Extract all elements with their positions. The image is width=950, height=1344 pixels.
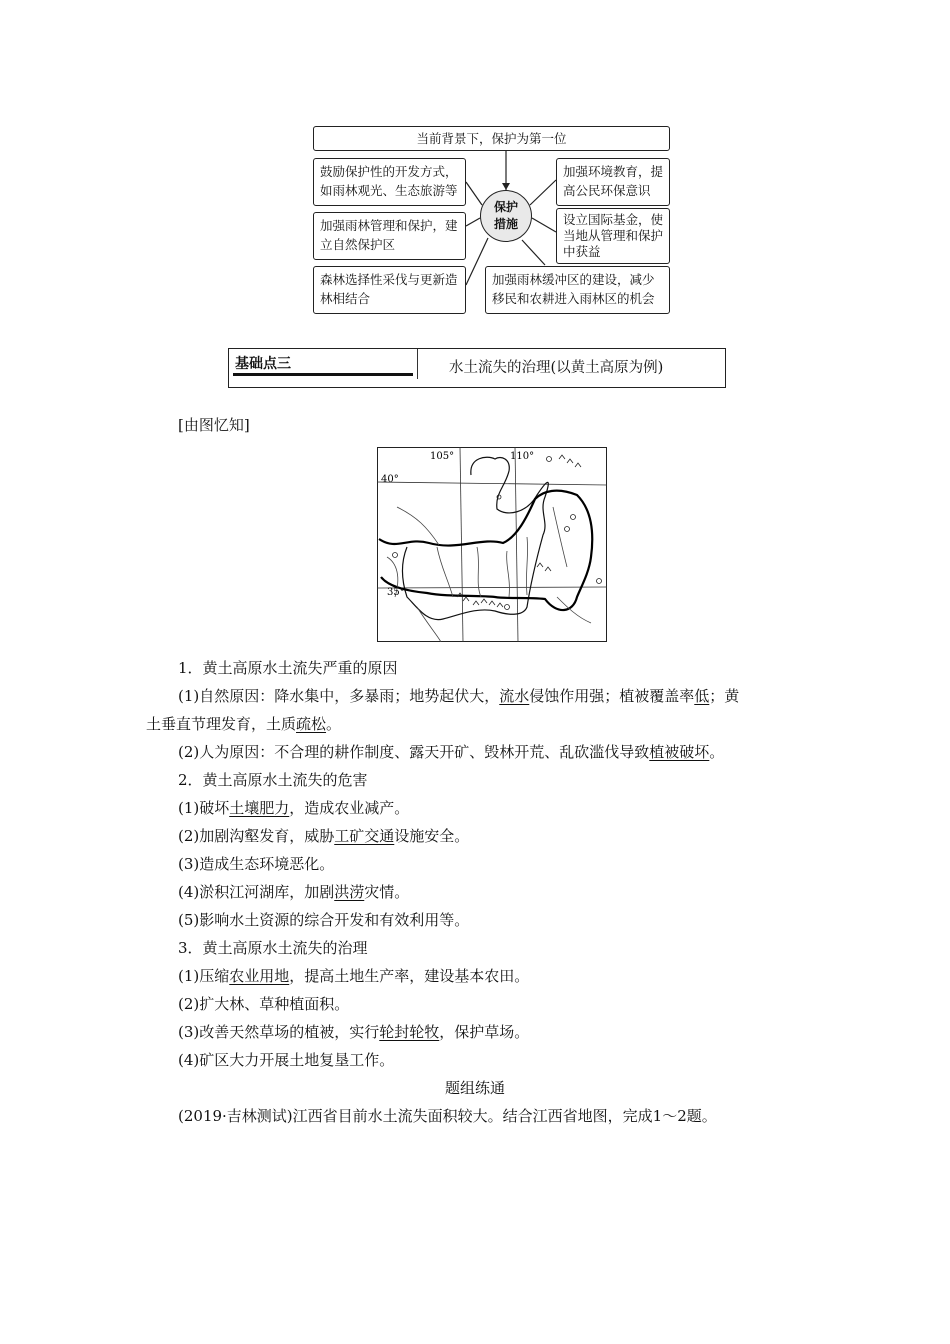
hub-line-1: 保护 <box>493 200 518 214</box>
text: (2)人为原因：不合理的耕作制度、露天开矿、毁林开荒、乱砍滥伐导致 <box>178 743 650 761</box>
heading-harms: 2．黄土高原水土流失的危害 <box>178 771 368 789</box>
text: ，造成农业减产。 <box>289 799 410 817</box>
exercise-intro: (2019·吉林测试)江西省目前水土流失面积较大。结合江西省地图，完成1～2题。 <box>178 1107 717 1125</box>
underlined-term: 植被破坏 <box>649 743 710 761</box>
text: 设施安全。 <box>394 827 470 845</box>
box-line: 加强雨林缓冲区的建设，减少 <box>492 272 655 287</box>
harm-1 <box>178 797 409 818</box>
underlined-term: 土壤肥力 <box>229 799 290 817</box>
underlined-term: 低 <box>694 687 710 705</box>
text: (2)加剧沟壑发育，威胁 <box>178 827 335 845</box>
box-line: 高公民环保意识 <box>563 183 651 198</box>
para-natural-causes <box>178 685 739 706</box>
section-tag: 基础点三 <box>235 356 291 372</box>
underlined-term: 疏松 <box>296 715 327 733</box>
diagram-hub <box>480 190 532 242</box>
diagram-left-box-1 <box>313 158 466 206</box>
box-line: 当地从管理和保护 <box>563 228 664 243</box>
treatment-3 <box>178 1021 529 1042</box>
underlined-term: 流水 <box>499 687 530 705</box>
para-human-causes <box>178 741 724 762</box>
box-line: 加强环境教育，提 <box>563 164 664 179</box>
section-title: 水土流失的治理(以黄土高原为例) <box>449 360 664 376</box>
harm-2 <box>178 825 469 846</box>
hub-line-2: 措施 <box>493 217 518 231</box>
text: 土垂直节理发育，土质 <box>146 715 297 733</box>
exercise-heading: 题组练通 <box>444 1079 505 1097</box>
diagram-connectors <box>0 0 950 340</box>
text: (3)改善天然草场的植被，实行 <box>178 1023 380 1041</box>
map-label-105: 105° <box>430 451 455 462</box>
box-line: 如雨林观光、生态旅游等 <box>320 183 458 198</box>
text: 灾情。 <box>364 883 410 901</box>
box-line: 立自然保护区 <box>320 237 396 252</box>
box-line: 森林选择性采伐与更新造 <box>320 272 458 287</box>
text: 。 <box>326 715 342 733</box>
map-label-40: 40° <box>381 474 399 485</box>
treatment-2: (2)扩大林、草种植面积。 <box>178 995 350 1013</box>
map-label-110: 110° <box>510 451 535 462</box>
para-natural-causes-cont <box>146 713 341 734</box>
text: ，保护草场。 <box>439 1023 530 1041</box>
text: 侵蚀作用强；植被覆盖率 <box>529 687 695 705</box>
diagram-right-box-1 <box>556 158 670 206</box>
map-label-35: 35° <box>387 587 405 598</box>
underlined-term: 工矿交通 <box>334 827 395 845</box>
underlined-term: 农业用地 <box>229 967 290 985</box>
box-line: 中获益 <box>563 244 601 259</box>
diagram-right-box-3 <box>485 266 670 314</box>
box-line: 加强雨林管理和保护，建 <box>320 218 458 233</box>
section-tag-underline <box>233 373 413 376</box>
diagram-right-box-2 <box>556 208 670 264</box>
diagram-left-box-2 <box>313 212 466 260</box>
box-line: 移民和农耕进入雨林区的机会 <box>492 291 655 306</box>
text: ；黄 <box>709 687 740 705</box>
box-line: 林相结合 <box>320 291 371 306</box>
underlined-term: 轮封轮牧 <box>379 1023 440 1041</box>
diagram-left-box-3 <box>313 266 466 314</box>
heading-causes: 1．黄土高原水土流失严重的原因 <box>178 659 398 677</box>
section-header <box>228 348 726 388</box>
box-line: 鼓励保护性的开发方式， <box>320 164 458 179</box>
harm-5: (5)影响水土资源的综合开发和有效利用等。 <box>178 911 470 929</box>
harm-3: (3)造成生态环境恶化。 <box>178 855 335 873</box>
loess-plateau-map <box>377 447 607 642</box>
treatment-1 <box>178 965 529 986</box>
box-line: 设立国际基金，使 <box>563 212 664 227</box>
text: (1)压缩 <box>178 967 230 985</box>
text: (1)自然原因：降水集中，多暴雨；地势起伏大， <box>178 687 500 705</box>
underlined-term: 洪涝 <box>334 883 365 901</box>
treatment-4: (4)矿区大力开展土地复垦工作。 <box>178 1051 395 1069</box>
heading-treatment: 3．黄土高原水土流失的治理 <box>178 939 368 957</box>
text: (4)淤积江河湖库，加剧 <box>178 883 335 901</box>
diagram-top-box <box>313 126 670 151</box>
text: 。 <box>709 743 725 761</box>
diagram-top-text: 当前背景下，保护为第一位 <box>416 131 567 146</box>
text: ，提高土地生产率，建设基本农田。 <box>289 967 530 985</box>
section-divider <box>417 349 418 379</box>
recall-label: [由图忆知] <box>178 416 250 434</box>
harm-4 <box>178 881 409 902</box>
text: (1)破坏 <box>178 799 230 817</box>
